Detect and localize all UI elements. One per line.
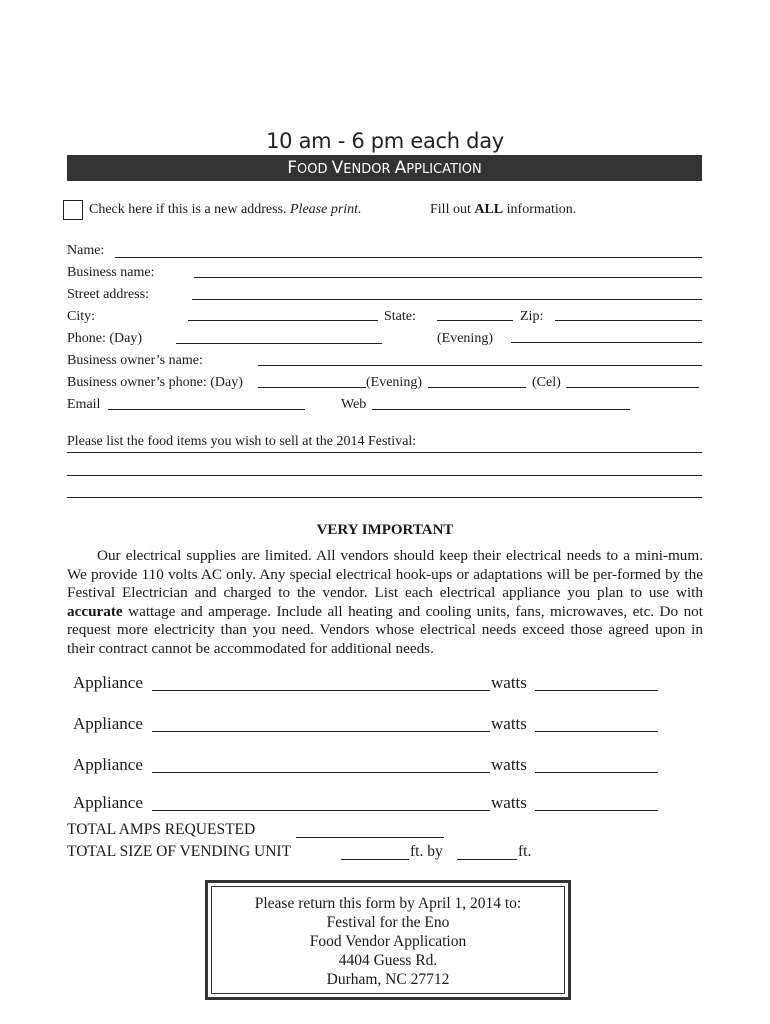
appliance-label: Appliance [73, 714, 143, 733]
new-address-label: Check here if this is a new address. Please print. [89, 202, 362, 217]
owner-phone-evening-label: (Evening) [366, 375, 422, 390]
business-name-field[interactable] [194, 277, 702, 278]
watts-label: watts [491, 714, 527, 733]
appliance-field[interactable] [152, 810, 490, 811]
phone-day-field[interactable] [176, 343, 382, 344]
name-field[interactable] [115, 257, 702, 258]
owner-name-label: Business owner’s name: [67, 353, 203, 368]
appliance-label: Appliance [73, 755, 143, 774]
watts-field[interactable] [535, 690, 658, 691]
food-items-line-3[interactable] [67, 497, 702, 498]
zip-field[interactable] [555, 320, 702, 321]
email-label: Email [67, 397, 101, 412]
street-address-field[interactable] [192, 299, 702, 300]
appliance-label: Appliance [73, 793, 143, 812]
return-city: Durham, NC 27712 [326, 971, 450, 988]
watts-label: watts [491, 793, 527, 812]
return-organization: Festival for the Eno [326, 914, 450, 931]
phone-evening-field[interactable] [511, 342, 702, 343]
ft-label: ft. [518, 843, 532, 860]
appliance-label: Appliance [73, 673, 143, 692]
watts-field[interactable] [535, 772, 658, 773]
email-field[interactable] [108, 409, 305, 410]
return-deadline: Please return this form by April 1, 2014 to: [254, 895, 522, 912]
watts-label: watts [491, 755, 527, 774]
watts-label: watts [491, 673, 527, 692]
fill-out-note: Fill out ALL information. [430, 202, 577, 217]
owner-name-field[interactable] [258, 365, 702, 366]
total-amps-field[interactable] [296, 837, 444, 838]
return-address-text [208, 894, 568, 989]
phone-day-label: Phone: (Day) [67, 331, 143, 346]
form-title-banner: FOOD VENDOR APPLICATION [67, 155, 702, 181]
watts-field[interactable] [535, 810, 658, 811]
phone-evening-label: (Evening) [437, 331, 493, 346]
food-items-prompt: Please list the food items you wish to sell at the 2014 Festival: [67, 434, 417, 449]
street-address-label: Street address: [67, 287, 150, 302]
owner-phone-day-field[interactable] [258, 387, 366, 388]
size-depth-field[interactable] [457, 859, 517, 860]
owner-phone-day-label: Business owner’s phone: (Day) [67, 375, 243, 390]
state-label: State: [384, 309, 416, 324]
city-field[interactable] [188, 320, 378, 321]
business-name-label: Business name: [67, 265, 155, 280]
state-field[interactable] [437, 320, 513, 321]
size-width-field[interactable] [341, 859, 409, 860]
appliance-field[interactable] [152, 690, 490, 691]
city-label: City: [67, 309, 96, 324]
owner-phone-evening-field[interactable] [428, 387, 526, 388]
web-label: Web [341, 397, 367, 412]
ft-by-label: ft. by [410, 843, 443, 860]
zip-label: Zip: [520, 309, 544, 324]
return-street: 4404 Guess Rd. [338, 952, 438, 969]
food-items-line-2[interactable] [67, 475, 702, 476]
new-address-checkbox[interactable] [63, 200, 83, 220]
appliance-field[interactable] [152, 772, 490, 773]
owner-phone-cel-field[interactable] [566, 387, 699, 388]
food-items-line-1[interactable] [67, 452, 702, 453]
web-field[interactable] [372, 409, 630, 410]
owner-phone-cel-label: (Cel) [532, 375, 561, 390]
watts-field[interactable] [535, 731, 658, 732]
name-label: Name: [67, 243, 105, 258]
very-important-heading: VERY IMPORTANT [316, 522, 454, 538]
return-department: Food Vendor Application [309, 933, 467, 950]
total-amps-label: TOTAL AMPS REQUESTED [67, 821, 256, 838]
return-address-box [205, 880, 571, 1000]
hours-heading: 10 am - 6 pm each day [266, 129, 504, 153]
electrical-notice-paragraph: Our electrical supplies are limited. All vendors should keep their electrical needs to a mini-mum. We provide 110 volts AC only. Any special electrical hook-ups or adaptations will be per-formed by the Festival Electrician and charged to the vendor. List each electrical appliance you plan to use with accurate wattage and amperage. Include all heating and cooling units, fans, microwaves, etc. Do not request more electricity than you need. Vendors whose electrical needs exceed those agreed upon in their contract cannot be accommodated for additional needs. [67, 547, 703, 657]
appliance-field[interactable] [152, 731, 490, 732]
total-size-label: TOTAL SIZE OF VENDING UNIT [67, 843, 292, 860]
